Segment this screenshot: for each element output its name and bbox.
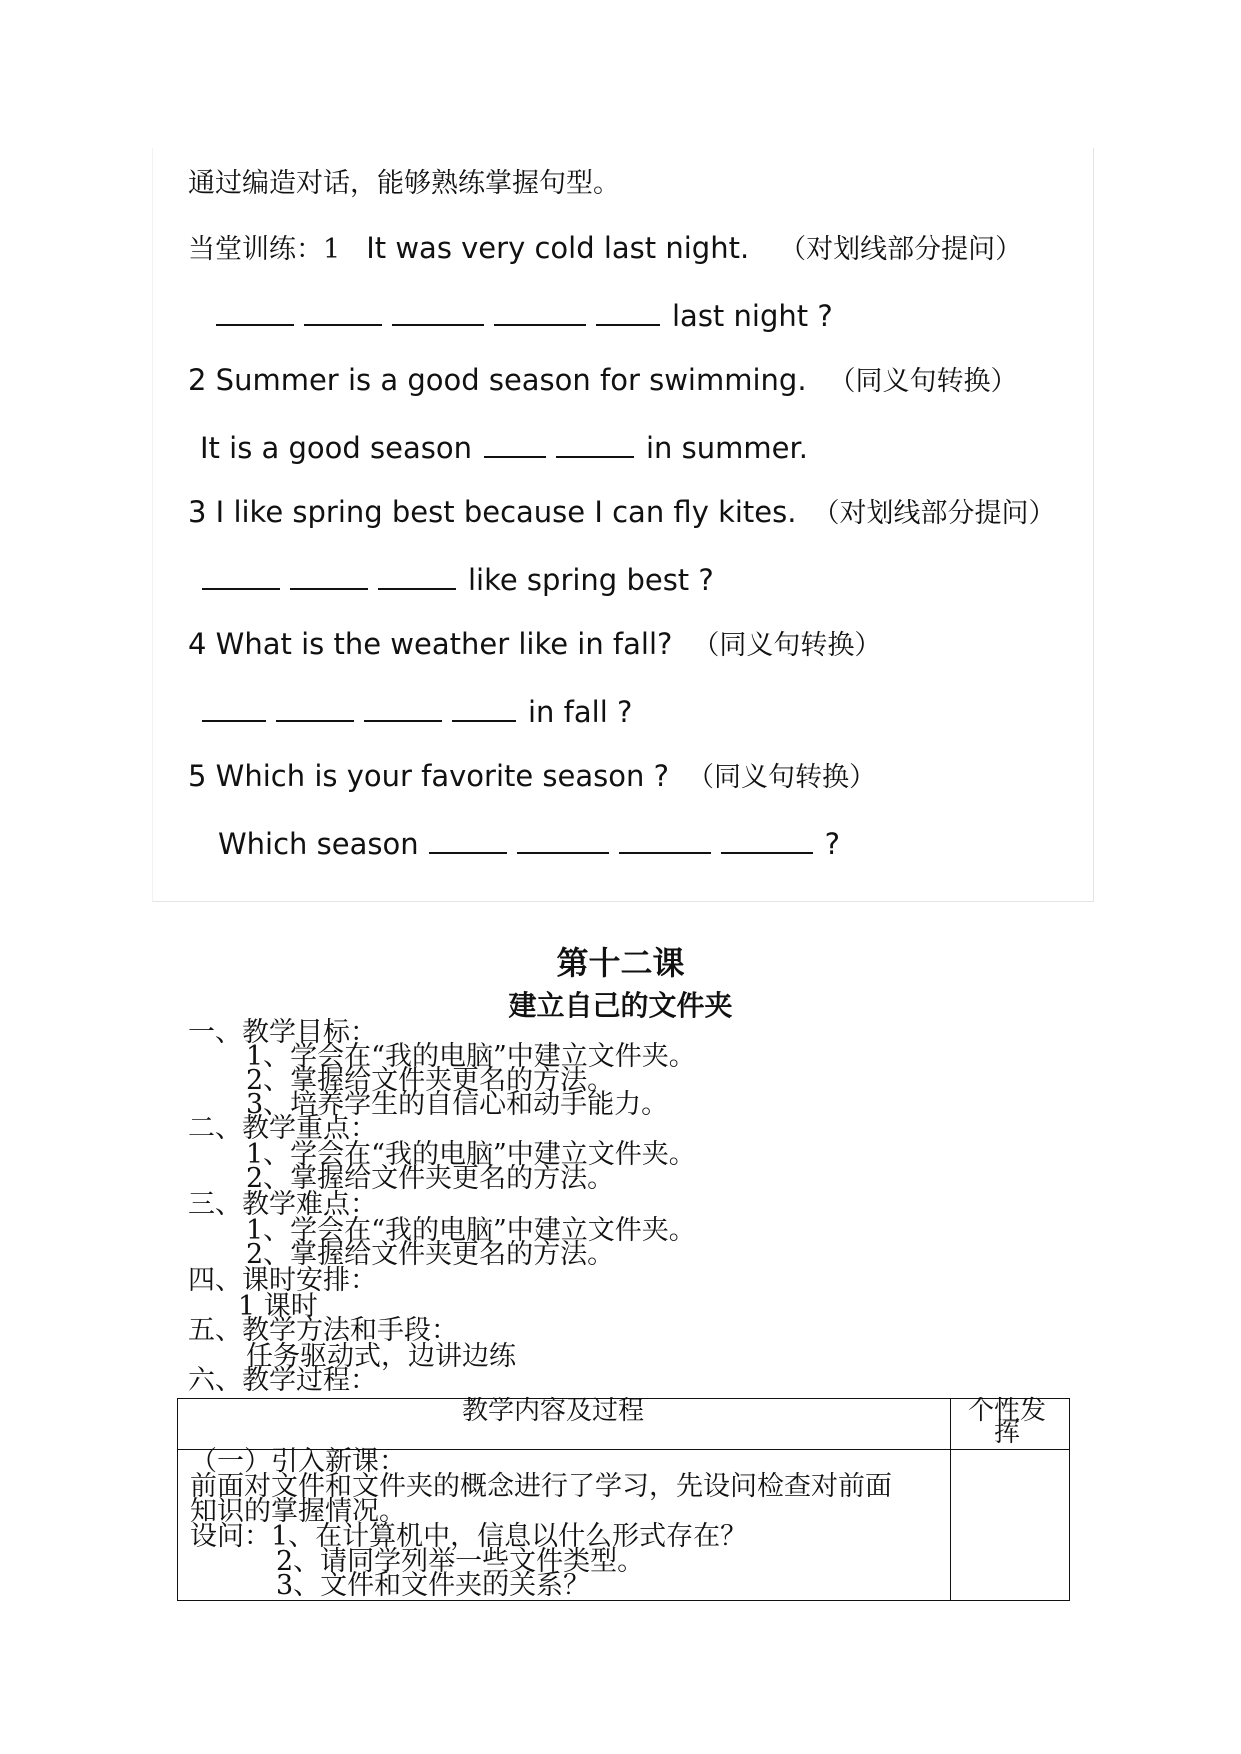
q1-note: （对划线部分提问）	[779, 234, 1023, 265]
q1-sentence: It was very cold last night.	[366, 231, 750, 265]
section-4-heading: 四、课时安排：	[188, 1265, 377, 1296]
q3-note: （对划线部分提问）	[812, 498, 1056, 529]
section-1-item: 3、培养学生的自信心和动手能力。	[246, 1089, 669, 1120]
answer-blank[interactable]	[202, 692, 266, 722]
q2-sentence: 2 Summer is a good season for swimming.	[188, 363, 807, 397]
intro-text: 通过编造对话，能够熟练掌握句型。	[188, 168, 620, 199]
exercise-intro	[188, 164, 620, 202]
question-1	[188, 230, 1022, 268]
answer-1	[216, 296, 833, 334]
q3-sentence: 3 I like spring best because I can fly kites.	[188, 495, 797, 529]
answer-blank[interactable]	[202, 560, 280, 590]
section-2-item: 2、掌握给文件夹更名的方法。	[246, 1163, 615, 1194]
section-2-item: 1、学会在“我的电脑”中建立文件夹。	[246, 1139, 696, 1170]
section-5-heading: 五、教学方法和手段：	[188, 1315, 458, 1346]
q2-note: （同义句转换）	[828, 366, 1018, 397]
section-3-item: 1、学会在“我的电脑”中建立文件夹。	[246, 1215, 696, 1246]
answer-blank[interactable]	[216, 296, 294, 326]
a5-head: Which season	[218, 827, 419, 861]
question-5	[188, 758, 876, 796]
table-header-personal-line1: 个性发	[968, 1396, 1047, 1426]
q5-sentence: 5 Which is your favorite season ?	[188, 759, 669, 793]
section-3-heading: 三、教学难点：	[188, 1189, 377, 1220]
section-1-item: 1、学会在“我的电脑”中建立文件夹。	[246, 1041, 696, 1072]
answer-blank[interactable]	[619, 824, 711, 854]
section-6-heading: 六、教学过程：	[188, 1365, 377, 1396]
table-cell-line: （一）引入新课：	[190, 1446, 406, 1477]
answer-5	[218, 824, 840, 862]
lesson-title: 第十二课	[556, 944, 685, 982]
table-cell-line: 前面对文件和文件夹的概念进行了学习，先设问检查对前面	[190, 1471, 892, 1502]
answer-blank[interactable]	[276, 692, 354, 722]
a4-tail: in fall ?	[528, 695, 633, 729]
answer-blank[interactable]	[452, 692, 516, 722]
answer-blank[interactable]	[494, 296, 586, 326]
answer-blank[interactable]	[721, 824, 813, 854]
section-3-item: 2、掌握给文件夹更名的方法。	[246, 1239, 615, 1270]
a1-tail: last night ?	[672, 299, 833, 333]
q4-note: （同义句转换）	[692, 630, 882, 661]
question-2	[188, 362, 1018, 400]
table-column-divider	[950, 1399, 951, 1600]
answer-4	[202, 692, 632, 730]
q4-sentence: 4 What is the weather like in fall?	[188, 627, 673, 661]
section-1-item: 2、掌握给文件夹更名的方法。	[246, 1065, 615, 1096]
answer-blank[interactable]	[392, 296, 484, 326]
table-cell-line: 设问：1、在计算机中，信息以什么形式存在？	[190, 1521, 748, 1552]
section-2-heading: 二、教学重点：	[188, 1113, 377, 1144]
process-table	[177, 1398, 1070, 1601]
a2-head: It is a good season	[200, 431, 472, 465]
section-5-item: 任务驱动式，边讲边练	[246, 1341, 516, 1372]
section-4-item: 1 课时	[238, 1291, 318, 1322]
table-cell-line: 知识的掌握情况。	[190, 1496, 406, 1527]
answer-blank[interactable]	[556, 428, 634, 458]
q1-prefix: 当堂训练：1	[188, 234, 341, 265]
answer-blank[interactable]	[290, 560, 368, 590]
table-cell-line: 3、文件和文件夹的关系？	[276, 1570, 591, 1601]
table-cell-line: 2、请同学列举一些文件类型。	[276, 1546, 645, 1577]
a5-tail: ?	[824, 827, 841, 861]
answer-blank[interactable]	[596, 296, 660, 326]
a2-tail: in summer.	[646, 431, 808, 465]
answer-blank[interactable]	[304, 296, 382, 326]
a3-tail: like spring best ?	[468, 563, 714, 597]
answer-blank[interactable]	[429, 824, 507, 854]
answer-blank[interactable]	[364, 692, 442, 722]
answer-blank[interactable]	[484, 428, 546, 458]
q5-note: （同义句转换）	[687, 762, 876, 793]
answer-3	[202, 560, 714, 598]
table-header-content: 教学内容及过程	[462, 1396, 645, 1426]
answer-2	[200, 428, 808, 466]
section-1-heading: 一、教学目标：	[188, 1017, 377, 1048]
answer-blank[interactable]	[378, 560, 456, 590]
question-4	[188, 626, 881, 664]
lesson-subtitle: 建立自己的文件夹	[508, 989, 733, 1022]
answer-blank[interactable]	[517, 824, 609, 854]
question-3	[188, 494, 1055, 532]
table-header-personal-line2: 挥	[994, 1418, 1021, 1448]
